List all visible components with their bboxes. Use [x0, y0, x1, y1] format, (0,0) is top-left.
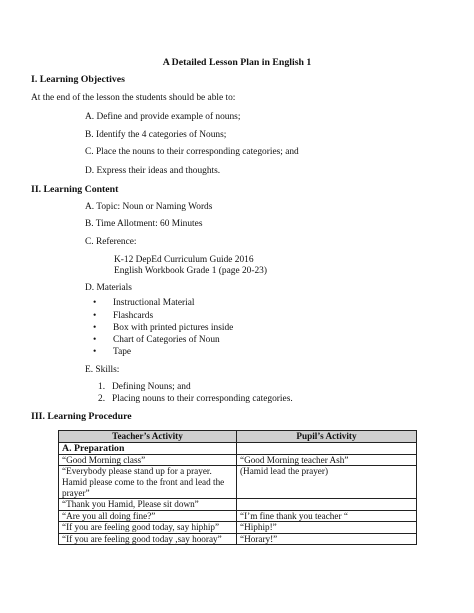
objectives-heading: I. Learning Objectives [31, 74, 125, 85]
content-topic: A. Topic: Noun or Naming Words [85, 202, 213, 212]
material-label: Tape [113, 347, 132, 357]
bullet-icon: • [93, 323, 97, 333]
content-heading: II. Learning Content [31, 184, 119, 195]
table-row [59, 522, 417, 534]
teacher-cell: “Thank you Hamid, Please sit down” [59, 499, 237, 511]
teacher-cell: “Good Morning class” [59, 454, 237, 466]
reference-item: K-12 DepEd Curriculum Guide 2016 [114, 255, 254, 265]
objective-item: A. Define and provide example of nouns; [85, 112, 241, 122]
material-list-item [93, 311, 153, 322]
table-header-row [59, 431, 417, 443]
content-skills-label: E. Skills: [85, 365, 120, 375]
teacher-cell: “Are you all doing fine?” [59, 510, 237, 522]
procedure-table [58, 430, 417, 545]
skill-list-item [98, 382, 191, 393]
section-label: A. Preparation [59, 442, 237, 454]
skill-label: Defining Nouns; and [112, 382, 191, 392]
procedure-heading: III. Learning Procedure [31, 411, 132, 422]
content-time: B. Time Allotment: 60 Minutes [85, 219, 203, 229]
table-row [59, 454, 417, 466]
teacher-cell: “Everybody please stand up for a prayer. Hamid please come to the front and lead the prayer” [59, 466, 237, 499]
teacher-cell: “If you are feeling good today, say hiphip” [59, 522, 237, 534]
objective-item: B. Identify the 4 categories of Nouns; [85, 130, 227, 140]
objectives-intro: At the end of the lesson the students should be able to: [31, 93, 236, 103]
content-materials-label: D. Materials [85, 283, 132, 293]
list-number: 1. [98, 382, 106, 392]
document-title: A Detailed Lesson Plan in English 1 [162, 57, 312, 68]
table-row [59, 510, 417, 522]
table-row [59, 466, 417, 499]
material-label: Chart of Categories of Noun [113, 335, 220, 345]
bullet-icon: • [93, 298, 97, 308]
table-cell [237, 442, 417, 454]
bullet-icon: • [93, 311, 97, 321]
material-list-item [93, 347, 131, 358]
bullet-icon: • [93, 335, 97, 345]
material-list-item [93, 298, 194, 309]
reference-item: English Workbook Grade 1 (page 20-23) [114, 266, 267, 276]
list-number: 2. [98, 394, 106, 404]
pupil-cell: “Good Morning teacher Ash” [237, 454, 417, 466]
teacher-cell: “If you are feeling good today ,say hooray” [59, 533, 237, 545]
material-label: Flashcards [113, 311, 154, 321]
table-row [59, 533, 417, 545]
objective-item: D. Express their ideas and thoughts. [85, 166, 221, 176]
material-label: Box with printed pictures inside [113, 323, 234, 333]
column-header-teacher: Teacher’s Activity [59, 431, 237, 443]
material-list-item [93, 335, 220, 346]
pupil-cell: “I’m fine thank you teacher “ [237, 510, 417, 522]
material-label: Instructional Material [113, 298, 195, 308]
pupil-cell: (Hamid lead the prayer) [237, 466, 417, 499]
pupil-cell: “Hiphip!” [237, 522, 417, 534]
table-section-row [59, 442, 417, 454]
column-header-pupil: Pupil’s Activity [237, 431, 417, 443]
skill-list-item [98, 394, 293, 405]
pupil-cell: “Horary!” [237, 533, 417, 545]
bullet-icon: • [93, 347, 97, 357]
material-list-item [93, 323, 233, 334]
objective-item: C. Place the nouns to their corresponding categories; and [85, 147, 299, 157]
table-row [59, 499, 417, 511]
skill-label: Placing nouns to their corresponding categories. [112, 394, 293, 404]
content-reference-label: C. Reference: [85, 237, 137, 247]
pupil-cell [237, 499, 417, 511]
